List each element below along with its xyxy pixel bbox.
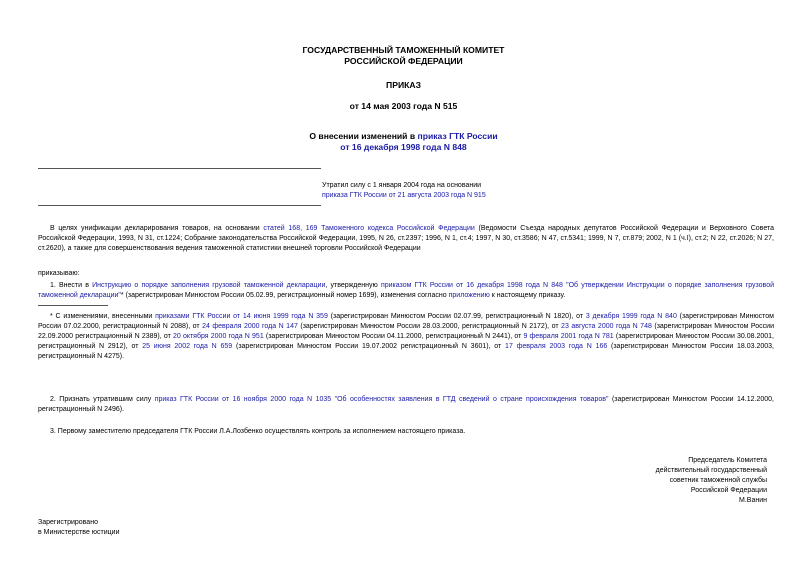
footnote-text-8: (зарегистрирован Минюстом России 19.07.2002 регистрационный N 3601), от — [232, 343, 506, 350]
signature-line-1: Председатель Комитета — [688, 457, 767, 464]
divider-top — [38, 168, 321, 169]
footnote-text-9: (зарегистрирован Минюстом России 18.03.2003, регистрационный N 4275). — [38, 343, 775, 360]
footnote-text-3: (зарегистрирован Минюстом России 07.02.2000, регистрационный N 2088), от — [38, 313, 774, 330]
order-848-link[interactable]: приказом ГТК России от 16 декабря 1998 года N 848 "Об утверждении Инструкции о порядке заполнения грузовой таможенной декларации" — [38, 282, 775, 299]
doc-title-prefix: О внесении изменений в — [309, 131, 418, 141]
amended-order-link[interactable]: приказ ГТК России — [417, 131, 498, 141]
item-1-text-3: * (зарегистрирован Минюстом России 05.02.99, регистрационный номер 1699), изменения согласно — [120, 292, 449, 299]
doc-title-line1 — [0, 131, 807, 142]
order-word: приказываю: — [38, 270, 80, 277]
footnote-link-840[interactable]: 3 декабря 1999 года N 840 — [585, 313, 677, 320]
footnote-text-2: (зарегистрирован Минюстом России 02.07.99, регистрационный N 1820), от — [327, 313, 586, 320]
appendix-link[interactable]: приложению — [448, 292, 490, 299]
item-3-text: 3. Первому заместителю председателя ГТК России Л.А.Лозбенко осуществлять контроль за исполнением настоящего приказа. — [50, 428, 466, 435]
footnote-link-659[interactable]: 25 июня 2002 года N 659 — [142, 343, 233, 350]
instruction-link[interactable]: Инструкцию о порядке заполнения грузовой таможенной декларации — [92, 282, 326, 289]
doc-date-number: от 14 мая 2003 года N 515 — [349, 101, 458, 111]
amended-order-date-link[interactable]: от 16 декабря 1998 года N 848 — [340, 142, 467, 152]
item-1-text-2: , утвержденную — [325, 282, 381, 289]
footnote-divider — [38, 305, 108, 306]
signature-line-4: Российской Федерации — [690, 487, 767, 494]
signature-line-2: действительный государственный — [655, 467, 767, 474]
preamble-text: В целях унификации декларирования товаров, на основании — [50, 225, 264, 232]
footnote-link-166[interactable]: 17 февраля 2003 года N 166 — [505, 343, 608, 350]
org-name-line2: РОССИЙСКОЙ ФЕДЕРАЦИИ — [344, 56, 463, 66]
item-1-text: 1. Внести в — [50, 282, 93, 289]
preamble — [38, 224, 774, 254]
preamble-text-2: (Ведомости Съезда народных депутатов Российской Федерации и Верховного Совета Российской Федерации, 1993, N 31, ст.1224; Собрание законодательства Российской Федерации, 1995, N 26, ст.2397; 1996, N 1, ст.4; 1997, N 30, ст.3586; N 47, ст.5341; 1999, N 7, ст.879; 2002, N 1 (ч.I), ст.2; N 22, ст.2026; N 27, ст.2620), а также для совершенствования ведения таможенной статистики внешней торговли Российской Федерации — [38, 225, 774, 252]
doc-type: ПРИКАЗ — [386, 80, 421, 90]
divider-bottom — [38, 205, 321, 206]
footnote-text-4: (зарегистрирован Минюстом России 28.03.2000, регистрационный N 2172), от — [297, 323, 562, 330]
item-2-text: 2. Признать утратившим силу — [50, 396, 155, 403]
footnote-link-748[interactable]: 23 августа 2000 года N 748 — [561, 323, 652, 330]
item-1-text-4: к настоящему приказу. — [489, 292, 566, 299]
footnote-text-5: (зарегистрирован Минюстом России 22.09.2000 регистрационный N 2389), от — [38, 323, 774, 340]
signature-block — [656, 456, 767, 506]
signature-name: М.Ванин — [739, 497, 767, 504]
footnote — [38, 312, 774, 362]
footnote-link-951[interactable]: 20 октября 2000 года N 951 — [172, 333, 264, 340]
footnote-text-6: (зарегистрирован Минюстом России 04.11.2000, регистрационный N 2441), от — [263, 333, 524, 340]
footnote-text-7: (зарегистрирован Минюстом России 30.08.2001, регистрационный N 2912), от — [38, 333, 775, 350]
registered-line-1: Зарегистрировано — [38, 519, 98, 526]
status-repeal-link[interactable]: приказа ГТК России от 21 августа 2003 года N 915 — [322, 192, 486, 199]
customs-code-link[interactable]: статей 168, 169 Таможенного кодекса Российской Федерации — [263, 225, 475, 232]
item-2-text-2: (зарегистрирован Минюстом России 14.12.2000, регистрационный N 2496). — [38, 396, 774, 413]
status-text: Утратил силу с 1 января 2004 года на основании — [322, 182, 482, 189]
footnote-text: * С изменениями, внесенными — [50, 313, 156, 320]
footnote-link-147[interactable]: 24 февраля 2000 года N 147 — [202, 323, 298, 330]
doc-title-line2 — [0, 142, 807, 153]
org-name-line1: ГОСУДАРСТВЕННЫЙ ТАМОЖЕННЫЙ КОМИТЕТ — [302, 45, 505, 55]
footnote-link-781[interactable]: 9 февраля 2001 года N 781 — [523, 333, 614, 340]
item-1 — [38, 281, 774, 301]
footnote-link-359[interactable]: приказами ГТК России от 14 июня 1999 года N 359 — [155, 313, 328, 320]
signature-line-3: советник таможенной службы — [669, 477, 767, 484]
item-2 — [38, 395, 774, 415]
item-3 — [38, 427, 774, 437]
order-1035-link[interactable]: приказ ГТК России от 16 ноября 2000 года N 1035 "Об особенностях заявления в ГТД сведений о стране происхождения товаров" — [154, 396, 609, 403]
registered-line-2: в Министерстве юстиции — [38, 529, 120, 536]
